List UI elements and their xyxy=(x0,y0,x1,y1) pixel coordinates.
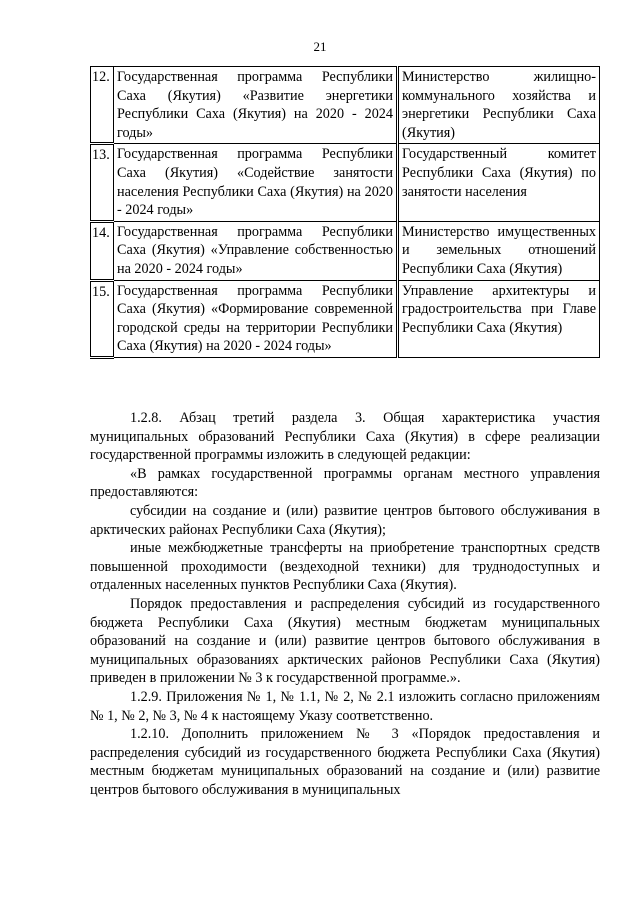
program-name: Государственная программа Республики Саха (Якутия) «Управление собственностью на 2020 - 2024 годы» xyxy=(114,221,398,280)
paragraph-transfers: иные межбюджетные трансферты на приобретение транспортных средств повышенной проходимости (вездеходной техники) для труднодоступных и отдаленных населенных пунктов Республики Саха (Якутия). xyxy=(90,540,600,594)
responsible-body: Министерство жилищно-коммунального хозяйства и энергетики Республики Саха (Якутия) xyxy=(398,67,600,144)
table-row xyxy=(91,221,600,280)
paragraph-1-2-9: 1.2.9. Приложения № 1, № 1.1, № 2, № 2.1 изложить согласно приложениям № 1, № 2, № 3, № 4 к настоящему Указу соответственно. xyxy=(90,688,600,724)
body-text xyxy=(90,409,600,799)
row-number: 13. xyxy=(91,144,114,221)
responsible-body: Управление архитектуры и градостроительства при Главе Республики Саха (Якутия) xyxy=(398,280,600,357)
paragraph-1-2-8: 1.2.8. Абзац третий раздела 3. Общая характеристика участия муниципальных образований Республики Саха (Якутия) в сфере реализации государственной программы изложить в следующей редакции: xyxy=(90,410,600,464)
paragraph-quote-start: «В рамках государственной программы органам местного управления предоставляются: xyxy=(90,465,600,501)
table-row xyxy=(91,280,600,357)
table-row xyxy=(91,144,600,221)
responsible-body: Государственный комитет Республики Саха (Якутия) по занятости населения xyxy=(398,144,600,221)
program-name: Государственная программа Республики Саха (Якутия) «Развитие энергетики Республики Саха (Якутия) на 2020 - 2024 годы» xyxy=(114,67,398,144)
table-row xyxy=(91,67,600,144)
programs-table xyxy=(90,66,600,359)
row-number: 15. xyxy=(91,280,114,357)
row-number: 14. xyxy=(91,221,114,280)
program-name: Государственная программа Республики Саха (Якутия) «Содействие занятости населения Республики Саха (Якутия) на 2020 - 2024 годы» xyxy=(114,144,398,221)
paragraph-1-2-10: 1.2.10. Дополнить приложением № 3 «Порядок предоставления и распределения субсидий из государственного бюджета Республики Саха (Якутия) местным бюджетам муниципальных образований на создание и (или) развитие центров бытового обслуживания в муниципальных xyxy=(90,726,600,798)
paragraph-procedure: Порядок предоставления и распределения субсидий из государственного бюджета Республики Саха (Якутия) местным бюджетам муниципальных образований на создание и (или) развитие центров бытового обслуживания в муниципальных образованиях арктических районов Республики Саха (Якутия) приведен в приложении № 3 к государственной программе.». xyxy=(90,595,600,687)
responsible-body: Министерство имущественных и земельных отношений Республики Саха (Якутия) xyxy=(398,221,600,280)
row-number: 12. xyxy=(91,67,114,144)
page-number: 21 xyxy=(313,39,327,54)
paragraph-subsidies: субсидии на создание и (или) развитие центров бытового обслуживания в арктических районах Республики Саха (Якутия); xyxy=(90,502,600,538)
program-name: Государственная программа Республики Саха (Якутия) «Формирование современной городской среды на территории Республики Саха (Якутия) на 2020 - 2024 годы» xyxy=(114,280,398,357)
